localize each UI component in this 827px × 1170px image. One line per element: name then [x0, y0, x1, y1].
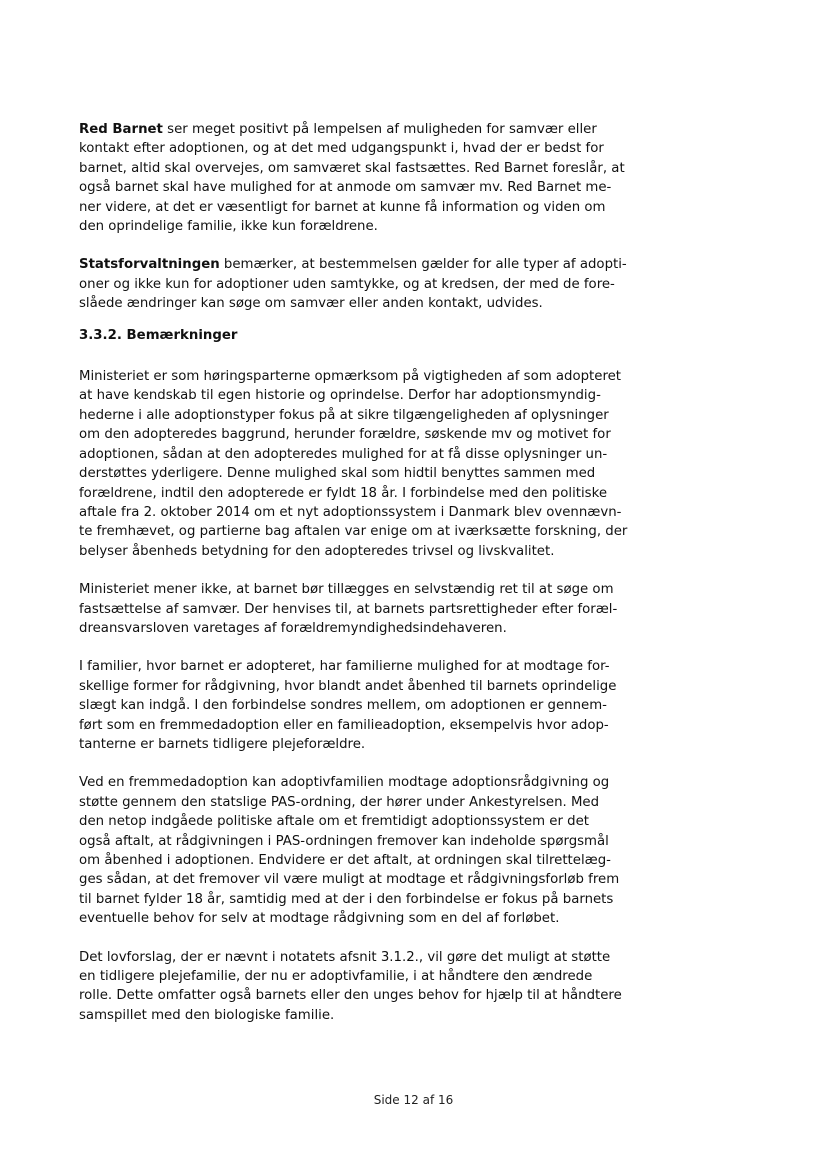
- page-body: [79, 120, 628, 1025]
- paragraph-fremmedadoption: Ved en fremmedadoption kan adoptivfamilien modtage adoptionsrådgivning og støtte gennem den statslige PAS-ordning, der hører under Ankestyrelsen. Med den netop indgåede politiske aftale om et fremtidigt adoptionssystem er det også aftalt, at rådgivningen i PAS-ordningen fremover kan indeholde spørgsmål om åbenhed i adoptionen. Endvidere er det aftalt, at ordningen skal tilrettelæg- ges sådan, at det fremover vil være muligt at modtage et rådgivningsforløb frem til barnet fylder 18 år, samtidig med at der i den forbindelse er fokus på barnets eventuelle behov for selv at modtage rådgivning som en del af forløbet.: [79, 775, 620, 927]
- paragraph-ministeriet-1: Ministeriet er som høringsparterne opmærksom på vigtigheden af som adopteret at have kendskab til egen historie og oprindelse. Derfor har adoptionsmyndig- hederne i alle adoptionstyper fokus på at sikre tilgængeligheden af oplysninger om den adopteredes baggrund, herunder forældre, søskende mv og motivet for adoptionen, sådan at den adopteredes mulighed for at få disse oplysninger un- derstøttes yderligere. Denne mulighed skal som hidtil benyttes sammen med forældrene, indtil den adopterede er fyldt 18 år. I forbindelse med den politiske aftale fra 2. oktober 2014 om et nyt adoptionssystem i Danmark blev ovennævn- te fremhævet, og partierne bag aftalen var enige om at iværksætte forskning, der belyser åbenheds betydning for den adopteredes trivsel og livskvalitet.: [79, 369, 628, 559]
- org-name-statsforvaltningen: Statsforvaltningen: [79, 257, 220, 273]
- paragraph-statsforvaltningen: Statsforvaltningen bemærker, at bestemmelsen gælder for alle typer af adopti- oner og ikke kun for adoptioner uden samtykke, og at kredsen, der med de fore- slåede ændringer kan søge om samvær eller anden kontakt, udvides.: [79, 257, 627, 312]
- paragraph-red-barnet: Red Barnet ser meget positivt på lempelsen af muligheden for samvær eller kontakt efter adoptionen, og at det med udgangspunkt i, hvad der er bedst for barnet, altid skal overvejes, om samværet skal fastsættes. Red Barnet foreslår, at også barnet skal have mulighed for at anmode om samvær mv. Red Barnet me- ner videre, at det er væsentligt for barnet at kunne få information og viden om den oprindelige familie, ikke kun forældrene.: [79, 122, 625, 235]
- section-heading: 3.3.2. Bemærkninger: [79, 327, 238, 343]
- paragraph-familier: I familier, hvor barnet er adopteret, har familierne mulighed for at modtage for- skellige former for rådgivning, hvor blandt andet åbenhed til barnets oprindelige slægt kan indgå. I den forbindelse sondres mellem, om adoptionen er gennem- ført som en fremmedadoption eller en familieadoption, eksempelvis hvor adop- tanterne er barnets tidligere plejeforældre.: [79, 659, 617, 752]
- paragraph-ministeriet-2: Ministeriet mener ikke, at barnet bør tillægges en selvstændig ret til at søge om fastsættelse af samvær. Der henvises til, at barnets partsrettigheder efter foræl- dreansvarsloven varetages af forældremyndighedsindehaveren.: [79, 582, 618, 636]
- org-name-red-barnet: Red Barnet: [79, 122, 163, 137]
- page-number-footer: Side 12 af 16: [373, 1093, 454, 1107]
- paragraph-lovforslag: Det lovforslag, der er nævnt i notatets afsnit 3.1.2., vil gøre det muligt at støtte en tidligere plejefamilie, der nu er adoptivfamilie, i at håndtere den ændrede rolle. Dette omfatter også barnets eller den unges behov for hjælp til at håndtere samspillet med den biologiske familie.: [79, 949, 622, 1023]
